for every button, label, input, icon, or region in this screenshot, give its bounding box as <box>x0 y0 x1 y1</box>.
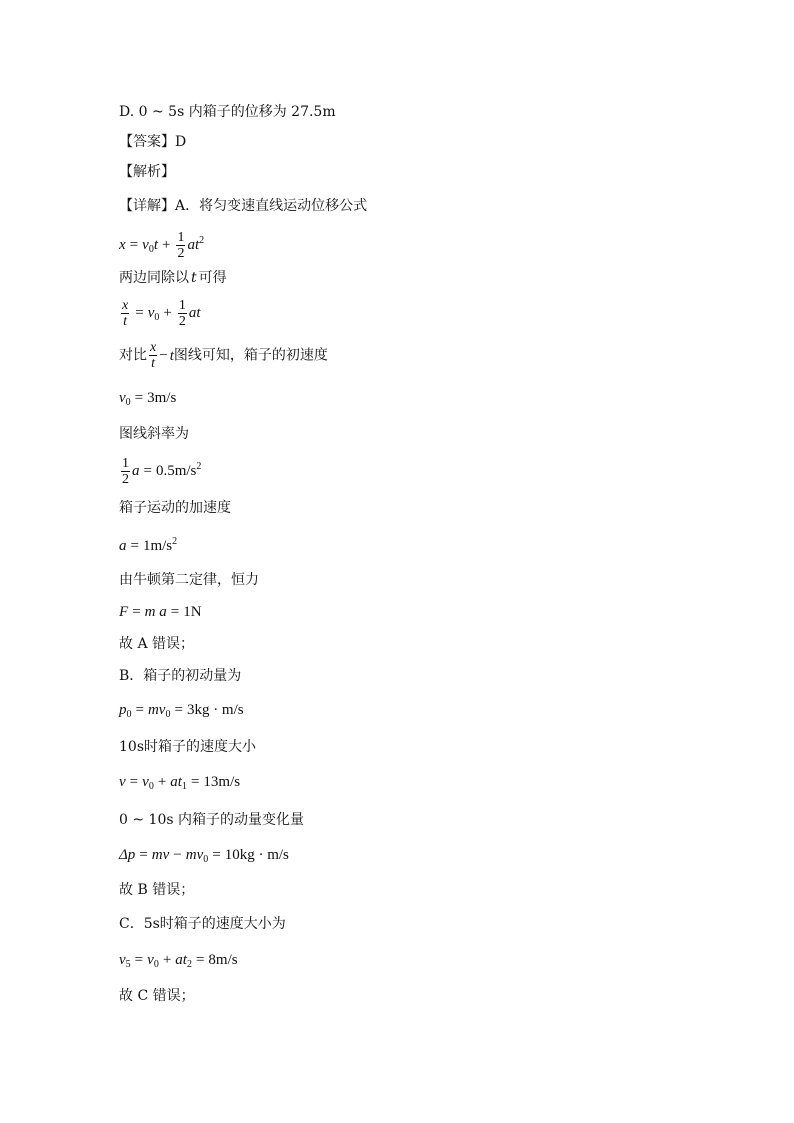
analysis-label: 【解析】 <box>119 164 175 180</box>
equation-velocity-10s: $v = v_0 + at_1 = 13m/s$ <box>119 774 241 792</box>
equation-force: F = m a = 1N <box>119 604 202 620</box>
wrong-a-text: 故 A 错误； <box>119 636 195 652</box>
acceleration-text: 箱子运动的加速度 <box>119 500 231 516</box>
wrong-b-text: 故 B 错误； <box>119 882 195 898</box>
compare-text: 对比 $\frac{x}{t}$ − t图线可知，箱子的初速度 <box>119 340 328 371</box>
momentum-change-text: 0 ~ 10s 内箱子的动量变化量 <box>119 812 304 828</box>
equation-velocity-5s: $v_5 = v_0 + at_2 = 8m/s$ <box>119 952 238 970</box>
equation-displacement: $x = v_0t$ + $\frac{1}{2}$ $at^2$ <box>119 230 205 261</box>
option-d-text: D. 0 ~ 5s 内箱子的位移为 27.5m <box>119 104 336 120</box>
answer-label: 【答案】D <box>119 134 187 150</box>
slope-text: 图线斜率为 <box>119 426 189 442</box>
detail-a-text: 【详解】A．将匀变速直线运动位移公式 <box>119 198 368 214</box>
divide-text: 两边同除以 t 可得 <box>119 270 227 286</box>
equation-slope: $\frac{1}{2}$ $a = 0.5m/s^2$ <box>122 456 202 487</box>
c-intro-text: C．5s时箱子的速度大小为 <box>119 916 286 932</box>
newton-text: 由牛顿第二定律，恒力 <box>119 572 259 588</box>
equation-initial-momentum: $p_0 = mv_0 = 3kg \cdot m/s$ <box>119 702 244 720</box>
equation-acceleration: $a = 1m/s^2$ <box>119 536 178 554</box>
b-intro-text: B．箱子的初动量为 <box>119 668 242 684</box>
speed-10s-text: 10s时箱子的速度大小 <box>119 739 256 755</box>
equation-average-velocity: $\frac{x}{t}$ = $v_0$ + $\frac{1}{2}$ at <box>122 298 201 329</box>
wrong-c-text: 故 C 错误； <box>119 988 195 1004</box>
equation-momentum-change: Δp = mv − $mv_0 = 10kg \cdot m/s$ <box>119 847 289 865</box>
equation-initial-velocity: $v_0 = 3m/s$ <box>119 390 177 408</box>
